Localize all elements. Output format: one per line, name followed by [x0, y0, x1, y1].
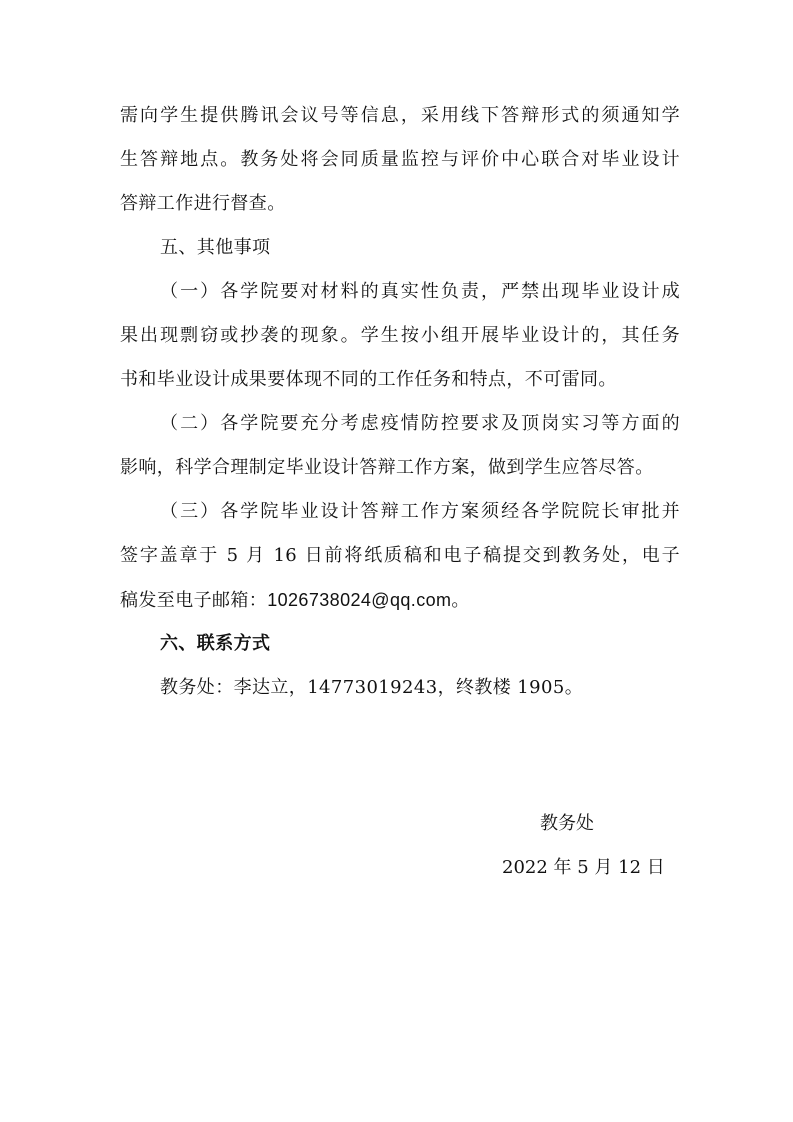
section-5-item-2-line-2: 影响，科学合理制定毕业设计答辩工作方案，做到学生应答尽答。 [120, 457, 654, 478]
section-5-item-3-line-1: （三）各学院毕业设计答辩工作方案须经各学院院长审批并 [160, 501, 680, 522]
email-label: 稿发至电子邮箱： [120, 590, 268, 611]
section-5-item-1-line-3: 书和毕业设计成果要体现不同的工作任务和特点，不可雷同。 [120, 369, 617, 390]
email-line-end: 。 [451, 590, 470, 611]
contact-line: 教务处：李达立，14773019243，终教楼 1905。 [160, 677, 584, 698]
signature-office: 教务处 [540, 813, 594, 834]
paragraph-1-line-2: 生答辩地点。教务处将会同质量监控与评价中心联合对毕业设计 [120, 149, 680, 170]
section-5-item-3-line-2: 签字盖章于 5 月 16 日前将纸质稿和电子稿提交到教务处，电子 [120, 545, 680, 566]
section-5-heading: 五、其他事项 [160, 237, 271, 258]
paragraph-1-line-3: 答辩工作进行督查。 [120, 193, 286, 214]
signature-date: 2022 年 5 月 12 日 [502, 857, 665, 878]
section-5-item-1-line-2: 果出现剽窃或抄袭的现象。学生按小组开展毕业设计的，其任务 [120, 325, 680, 346]
section-6-heading: 六、联系方式 [160, 633, 271, 654]
section-5-item-2-line-1: （二）各学院要充分考虑疫情防控要求及顶岗实习等方面的 [160, 413, 680, 434]
section-5-item-1-line-1: （一）各学院要对材料的真实性负责，严禁出现毕业设计成 [160, 281, 680, 302]
section-5-item-3-line-3 [120, 588, 470, 613]
email-address[interactable]: 1026738024@qq.com [267, 590, 452, 610]
paragraph-1-line-1: 需向学生提供腾讯会议号等信息，采用线下答辩形式的须通知学 [120, 105, 680, 126]
